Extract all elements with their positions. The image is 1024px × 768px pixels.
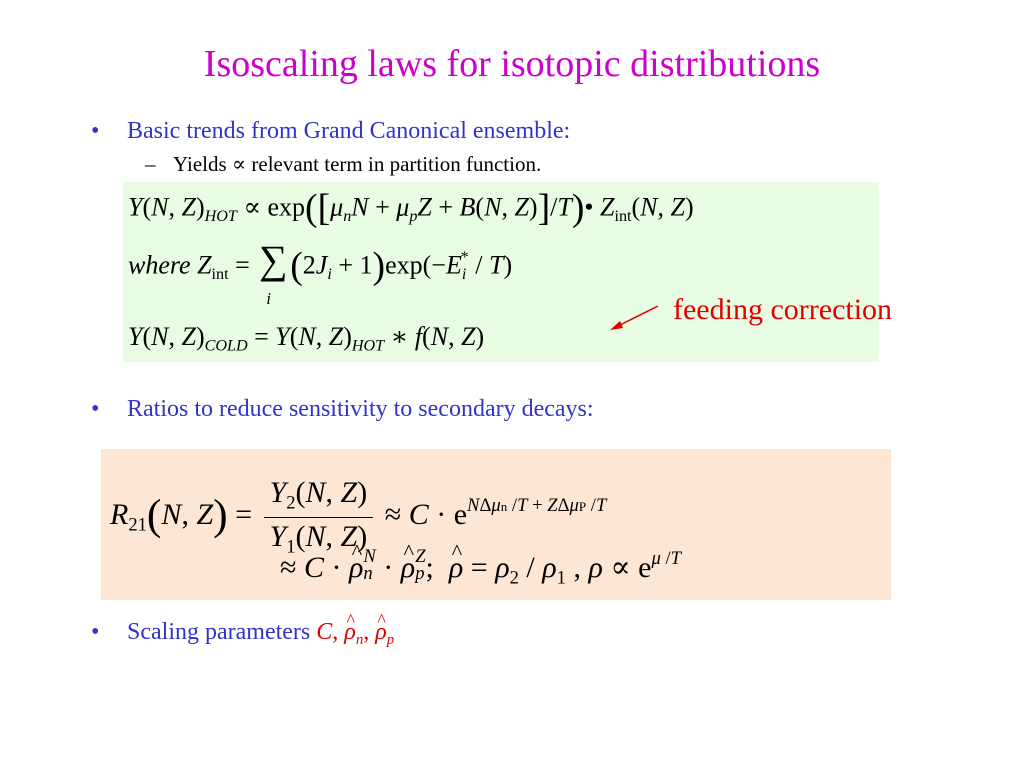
bullet-text: Ratios to reduce sensitivity to secondary decays: xyxy=(127,396,594,422)
slide-title: Isoscaling laws for isotopic distributions xyxy=(203,43,821,85)
bullet-dot: • xyxy=(91,396,100,422)
bullet-dot: • xyxy=(91,118,100,144)
ratio-fraction: $\frac{Y_2(N, Z)}{Y_1(N, Z)}$ xyxy=(264,476,374,558)
bullet-basic-trends xyxy=(91,118,571,145)
bullet-text: Basic trends from Grand Canonical ensemble: xyxy=(127,118,571,144)
equation-internal-partition: where $Z_{int}$ = ∑ i $(2J_i + 1)\exp(-E_i^* / T)$ xyxy=(128,237,513,309)
feeding-correction-arrow xyxy=(608,304,660,334)
bullet-text: Scaling parameters xyxy=(127,619,311,645)
sub-bullet-yields xyxy=(145,152,542,177)
bullet-ratios xyxy=(91,396,594,423)
scaling-parameter-rho: ^ $\rho_n$, ^ $\rho_p$ xyxy=(344,619,394,645)
dash-marker: – xyxy=(145,152,156,176)
sub-bullet-text: Yields ∝ relevant term in partition function. xyxy=(173,152,542,176)
scaling-parameter-c: C, xyxy=(316,619,339,645)
equation-yield-hot: Y(N, $Z)_{HOT} \propto \exp([\mu_nN + \mu_pZ + B(N$, Z)]/T)• $Z_{int}(N$, Z) xyxy=(128,187,694,229)
bullet-scaling-parameters xyxy=(91,619,395,649)
equation-yield-cold: Y(N, $Z)_{COLD} = Y(N$, $Z)_{HOT}$ ∗ f(N, Z) xyxy=(128,322,485,355)
equation-isoscaling-ratio: $R_{21}(N$, Z) = $\frac{Y_2(N, Z)}{Y_1(N, Z)}$ ≈ $C \cdot e^{N\Delta\mu n /T + Z\Delta\mu P /T}$ xyxy=(110,476,607,557)
feeding-correction-label: feeding correction xyxy=(673,293,893,326)
bullet-dot: • xyxy=(91,619,100,645)
equation-rho-hat: ≈ C · ^ ρ N n · ^ ρ Z p ; ^ $\rho = \rho_2 / \rho_1$ , $\rho \propto e^{\mu /T}$ xyxy=(280,548,681,590)
